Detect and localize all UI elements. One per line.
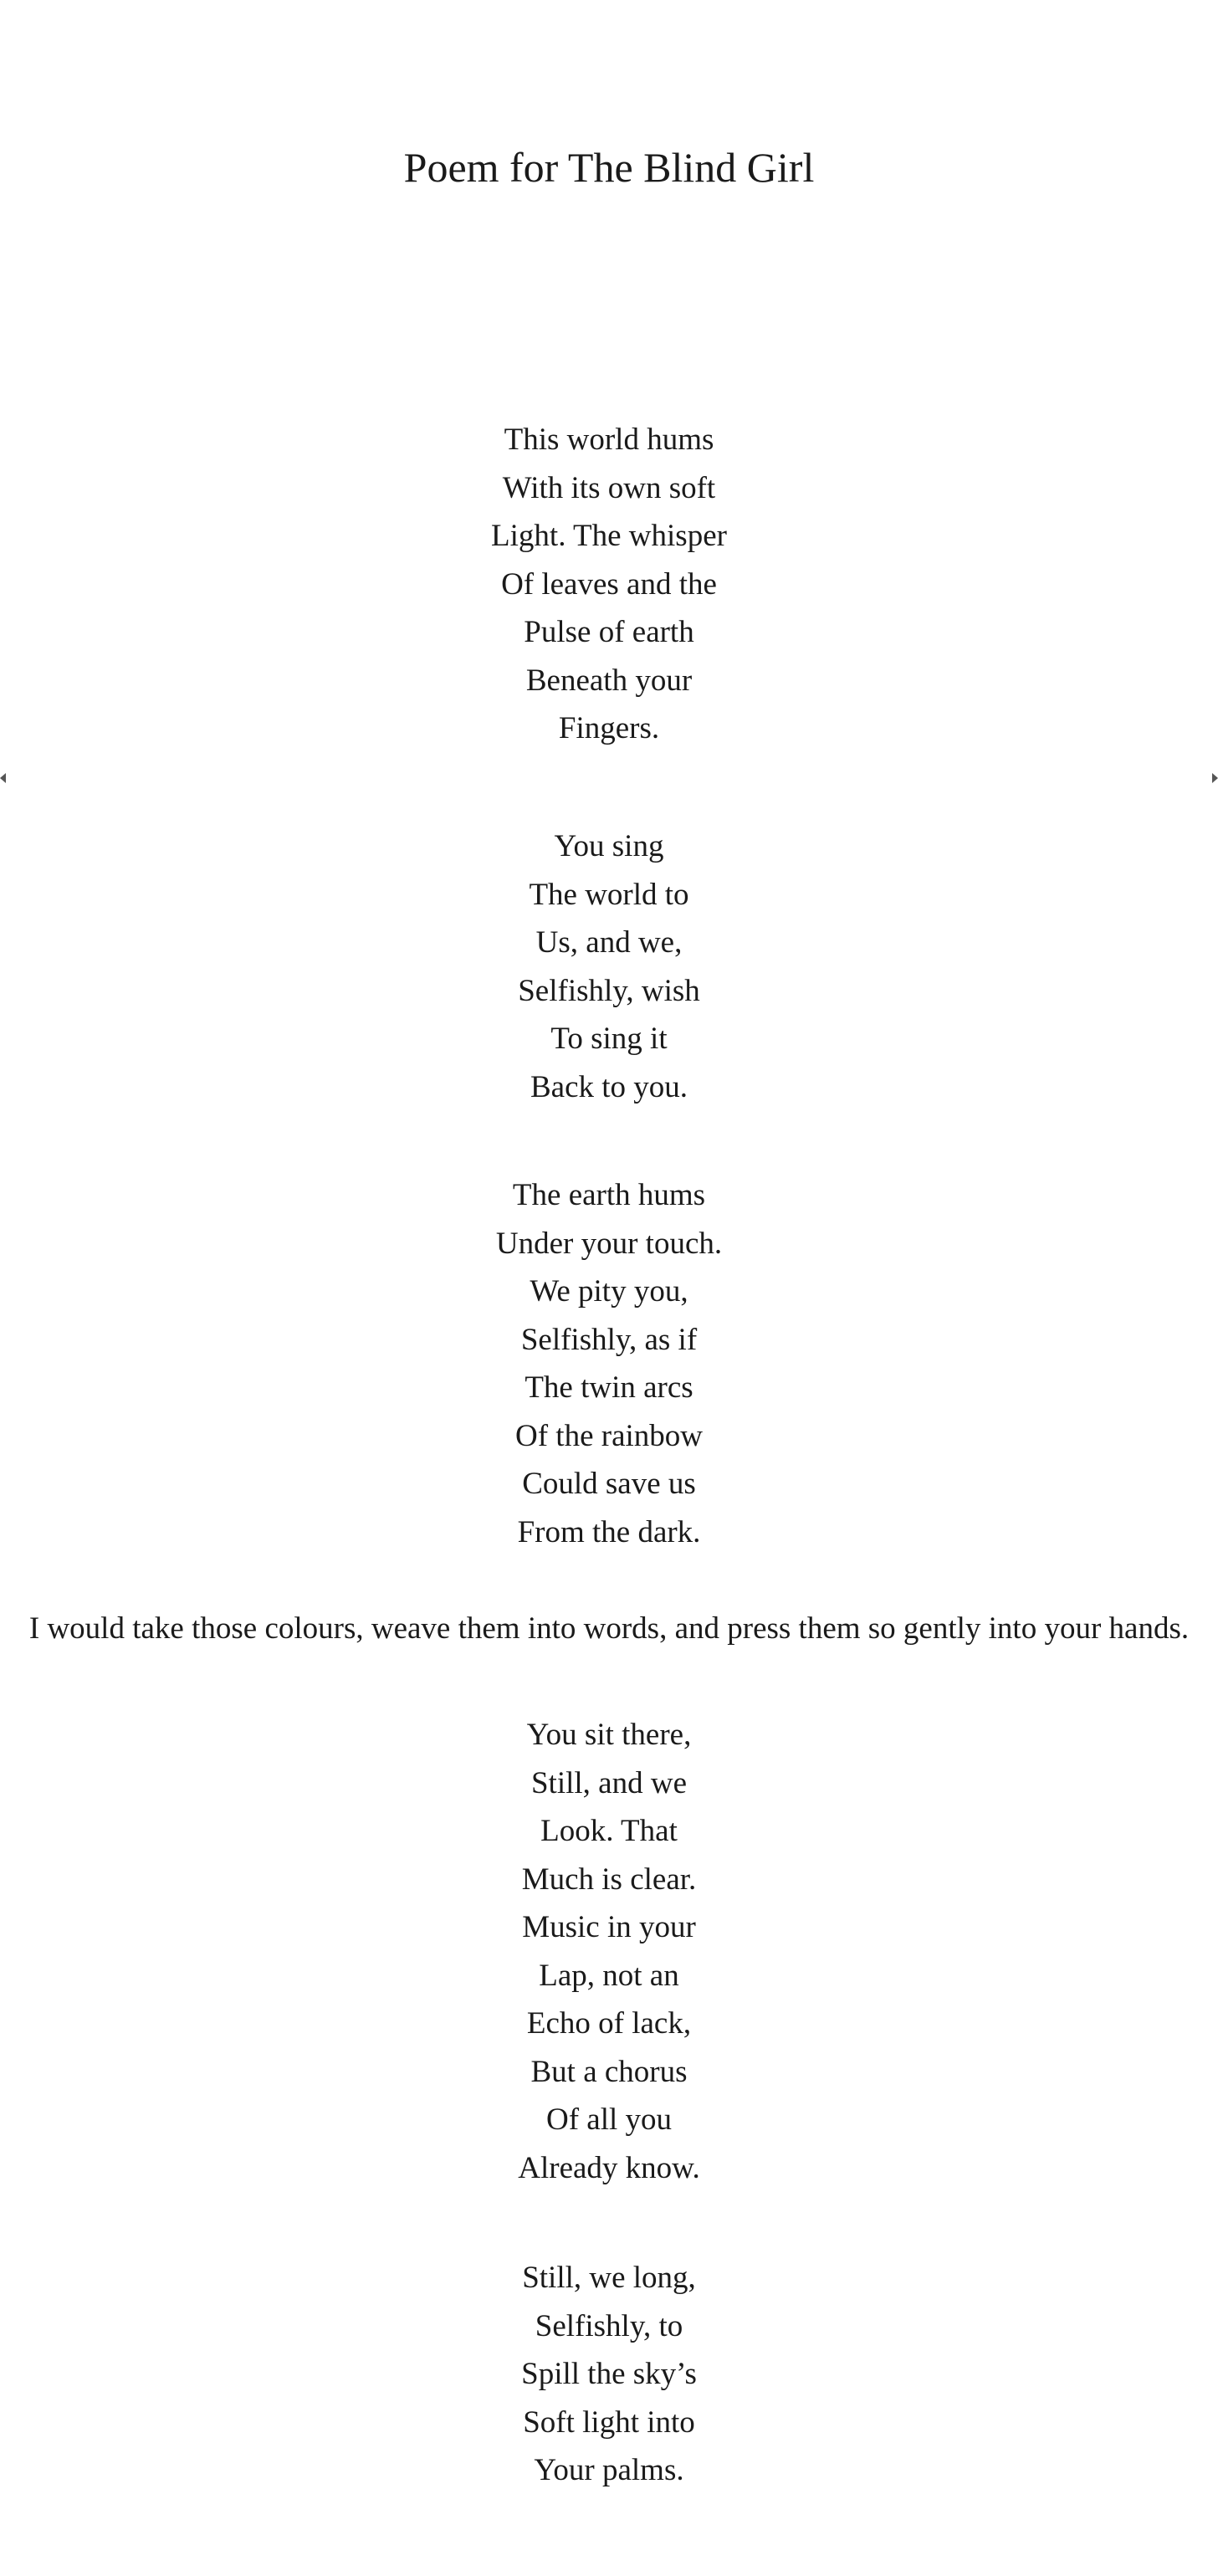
poem-line: Fingers. xyxy=(558,711,660,745)
poem-line: Selfishly, to xyxy=(535,2308,683,2343)
poem-line: This world hums xyxy=(504,423,714,457)
poem-line: The world to xyxy=(529,877,689,912)
poem-line: We pity you, xyxy=(530,1274,688,1308)
stanza-3 xyxy=(0,1171,1218,1556)
poem-line: Selfishly, as if xyxy=(520,1322,698,1357)
poem-line: Us, and we, xyxy=(535,925,683,960)
poem-line: Still, we long, xyxy=(522,2261,696,2295)
poem-line: You sit there, xyxy=(526,1718,692,1752)
poem-line: Selfishly, wish xyxy=(518,973,700,1008)
left-edge-marker xyxy=(0,773,6,783)
poem-line: You sing xyxy=(554,829,664,863)
poem-line: Light. The whisper xyxy=(491,519,727,553)
poem-line: Could save us xyxy=(522,1467,696,1501)
poem-line: Soft light into xyxy=(523,2404,695,2440)
poem-line: Still, and we xyxy=(530,1765,687,1800)
poem-line: Of the rainbow xyxy=(515,1418,703,1453)
poem-line: Lap, not an xyxy=(539,1958,679,1993)
poem-line: To sing it xyxy=(550,1022,668,1056)
poem-line: But a chorus xyxy=(530,2054,688,2089)
prose-line: I would take those colours, weave them into words, and press them so gently into your hands. xyxy=(28,1611,1190,1646)
right-edge-marker xyxy=(1212,773,1218,783)
poem-line: Already know. xyxy=(518,2150,700,2185)
poem-line: Much is clear. xyxy=(521,1862,697,1897)
stanza-4 xyxy=(0,1711,1218,2192)
poem-line: Echo of lack, xyxy=(526,2006,692,2041)
poem-title: Poem for The Blind Girl xyxy=(403,144,815,191)
poem-line: Look. That xyxy=(540,1814,678,1848)
poem-line: Spill the sky’s xyxy=(521,2357,697,2391)
poem-line: Under your touch. xyxy=(495,1226,723,1261)
poem-line: Pulse of earth xyxy=(524,615,694,649)
poem-line: Beneath your xyxy=(525,663,693,698)
poem-line: From the dark. xyxy=(517,1514,701,1549)
poem-line: The twin arcs xyxy=(525,1370,693,1405)
poem-line: Your palms. xyxy=(534,2453,684,2487)
stanza-2 xyxy=(0,822,1218,1111)
poem-line: The earth hums xyxy=(512,1178,706,1212)
poem-line: Music in your xyxy=(522,1910,696,1944)
poem-line: Back to you. xyxy=(530,1069,688,1104)
poem-line: With its own soft xyxy=(502,470,716,505)
poem-line: Of leaves and the xyxy=(501,566,717,602)
poem-line: Of all you xyxy=(545,2102,673,2137)
stanza-1 xyxy=(0,416,1218,753)
stanza-5 xyxy=(0,2254,1218,2495)
